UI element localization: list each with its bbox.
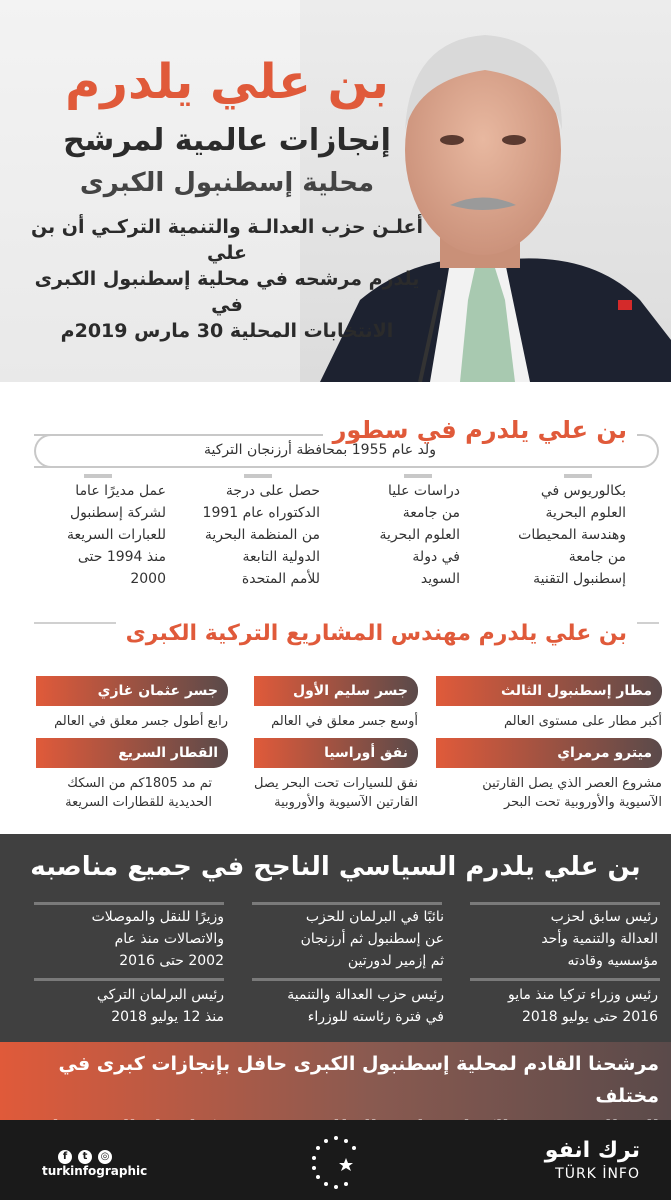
bio-line: لشركة إسطنبول: [69, 505, 166, 521]
bio-line: عمل مديرًا عاما: [75, 483, 166, 499]
career-line: رئيس سابق لحزب: [550, 909, 658, 925]
career-line: العدالة والتنمية وأحد: [541, 931, 658, 947]
bio-line: من جامعة: [568, 549, 626, 565]
subtitle-line2: محلية إسطنبول الكبرى: [79, 168, 375, 198]
career-line: رئيس حزب العدالة والتنمية: [287, 987, 444, 1003]
bio-line: منذ 1994 حتى: [77, 549, 166, 565]
project-desc-line: رابع أطول جسر معلق في العالم: [54, 714, 228, 729]
conclusion-line: مرشحنا القادم لمحلية إسطنبول الكبرى حافل بإنجازات كبرى في مختلف: [58, 1053, 659, 1107]
career-item-party-founder: [470, 906, 658, 972]
project-desc-airport: [436, 712, 662, 731]
project-desc-line: أكبر مطار على مستوى العالم: [504, 714, 662, 729]
footer: [0, 1120, 671, 1200]
bio-line: 2000: [130, 571, 166, 587]
career-item-parliament: [234, 906, 444, 972]
crescent-star-logo-icon: [306, 1132, 366, 1192]
bio-section: [0, 382, 671, 600]
project-desc-line: الحديدية للقطارات السريعة: [65, 795, 212, 810]
project-desc-line: القارتين الآسيوية والأوروبية: [274, 795, 418, 810]
bio-line: للعبارات السريعة: [67, 527, 166, 543]
career-line: ثم إزمير لدورتين: [347, 953, 444, 969]
conclusion-banner: [0, 1042, 671, 1120]
career-line: في فترة رئاسته للوزراء: [307, 1009, 444, 1025]
intro-text: [12, 214, 442, 344]
brand-logo-arabic: ترك انفو: [544, 1138, 640, 1163]
header-section: [0, 0, 671, 382]
career-line: مؤسسيه وقادته: [567, 953, 658, 969]
project-desc-line: الآسيوية والأوروبية تحت البحر: [503, 795, 662, 810]
bio-line: حصل على درجة: [225, 483, 320, 499]
project-desc-line: تم مد 1805كم من السكك: [67, 776, 212, 791]
project-label-osman-bridge: جسر عثمان غازي: [36, 676, 228, 706]
bio-title: بن علي يلدرم في سطور: [323, 412, 637, 448]
intro-line2: يلدرم مرشحه في محلية إسطنبول الكبرى في: [34, 268, 420, 316]
project-label-eurasia-tunnel: نفق أوراسيا: [254, 738, 418, 768]
bio-line: من المنظمة البحرية: [204, 527, 320, 543]
bio-item-education: [508, 480, 626, 590]
career-section: [0, 834, 671, 1042]
projects-section: [0, 600, 671, 834]
bio-line: للأمم المتحدة: [241, 571, 320, 587]
timeline-tick: [404, 474, 432, 478]
project-desc-high-speed-train: [20, 774, 212, 812]
career-line: 2016 حتى يوليو 2018: [521, 1009, 658, 1025]
project-desc-line: نفق للسيارات تحت البحر يصل: [253, 776, 418, 791]
facebook-icon[interactable]: f: [58, 1150, 72, 1164]
project-label-high-speed-train: القطار السريع: [36, 738, 228, 768]
bio-line: الدولية التابعة: [242, 549, 320, 565]
bio-item-postgrad: [350, 480, 460, 590]
instagram-icon[interactable]: ◎: [98, 1150, 112, 1164]
timeline-bar-cap: [34, 434, 68, 468]
career-line: وزيرًا للنقل والموصلات: [91, 909, 224, 925]
bio-line: وهندسة المحيطات: [518, 527, 626, 543]
birth-text: ولد عام 1955 بمحافظة أرزنجان التركية: [204, 442, 436, 458]
divider: [252, 978, 442, 981]
project-desc-marmaray: [436, 774, 662, 812]
career-line: عن إسطنبول ثم أرزنجان: [300, 931, 444, 947]
project-label-selim-bridge: جسر سليم الأول: [254, 676, 418, 706]
career-line: والاتصالات منذ عام: [114, 931, 224, 947]
career-item-prime-minister: [444, 984, 658, 1028]
divider: [252, 902, 442, 905]
bio-line: إسطنبول التقنية: [533, 571, 626, 587]
timeline-tick: [564, 474, 592, 478]
projects-title: بن علي يلدرم مهندس المشاريع التركية الكبرى: [116, 616, 637, 652]
career-line: رئيس وزراء تركيا منذ مايو: [507, 987, 658, 1003]
bio-item-director: [26, 480, 166, 590]
divider: [34, 978, 224, 981]
timeline-tick: [84, 474, 112, 478]
project-desc-selim-bridge: [230, 712, 418, 731]
career-line: منذ 12 يوليو 2018: [111, 1009, 224, 1025]
career-line: نائبًا في البرلمان للحزب: [305, 909, 444, 925]
career-line: 2002 حتى 2016: [119, 953, 224, 969]
project-desc-eurasia-tunnel: [218, 774, 418, 812]
main-title: بن علي يلدرم: [65, 54, 389, 110]
divider: [470, 902, 660, 905]
career-item-speaker: [20, 984, 224, 1028]
social-icons: [58, 1144, 138, 1160]
career-item-party-leader: [222, 984, 444, 1028]
divider: [470, 978, 660, 981]
bio-item-doctorate: [186, 480, 320, 590]
bio-line: بكالوريوس في: [540, 483, 626, 499]
project-desc-line: أوسع جسر معلق في العالم: [271, 714, 418, 729]
project-desc-osman-bridge: [20, 712, 228, 731]
bio-line: في دولة: [412, 549, 460, 565]
bio-line: العلوم البحرية: [545, 505, 626, 521]
bio-line: من جامعة: [402, 505, 460, 521]
intro-line1: أعلـن حزب العدالـة والتنمية التركـي أن بن علي: [30, 216, 424, 264]
brand-logo-latin: TÜRK İNFO: [555, 1166, 640, 1182]
bio-line: الدكتوراه عام 1991: [202, 505, 320, 521]
career-item-minister: [20, 906, 224, 972]
project-label-airport: مطار إسطنبول الثالث: [436, 676, 662, 706]
social-handle[interactable]: turkinfographic: [42, 1164, 148, 1178]
bio-line: السويد: [420, 571, 460, 587]
career-line: رئيس البرلمان التركي: [96, 987, 224, 1003]
subtitle-line1: إنجازات عالمية لمرشح: [63, 123, 391, 158]
career-title: بن علي يلدرم السياسي الناجح في جميع مناصبه: [30, 852, 641, 882]
bio-line: العلوم البحرية: [379, 527, 460, 543]
bio-line: دراسات عليا: [388, 483, 460, 499]
timeline-tick: [244, 474, 272, 478]
header-text: [12, 50, 442, 344]
intro-line3: الانتخابات المحلية 30 مارس 2019م: [60, 320, 394, 342]
project-desc-line: مشروع العصر الذي يصل القارتين: [482, 776, 662, 791]
divider: [34, 902, 224, 905]
twitter-icon[interactable]: t: [78, 1150, 92, 1164]
project-label-marmaray: ميترو مرمراي: [436, 738, 662, 768]
